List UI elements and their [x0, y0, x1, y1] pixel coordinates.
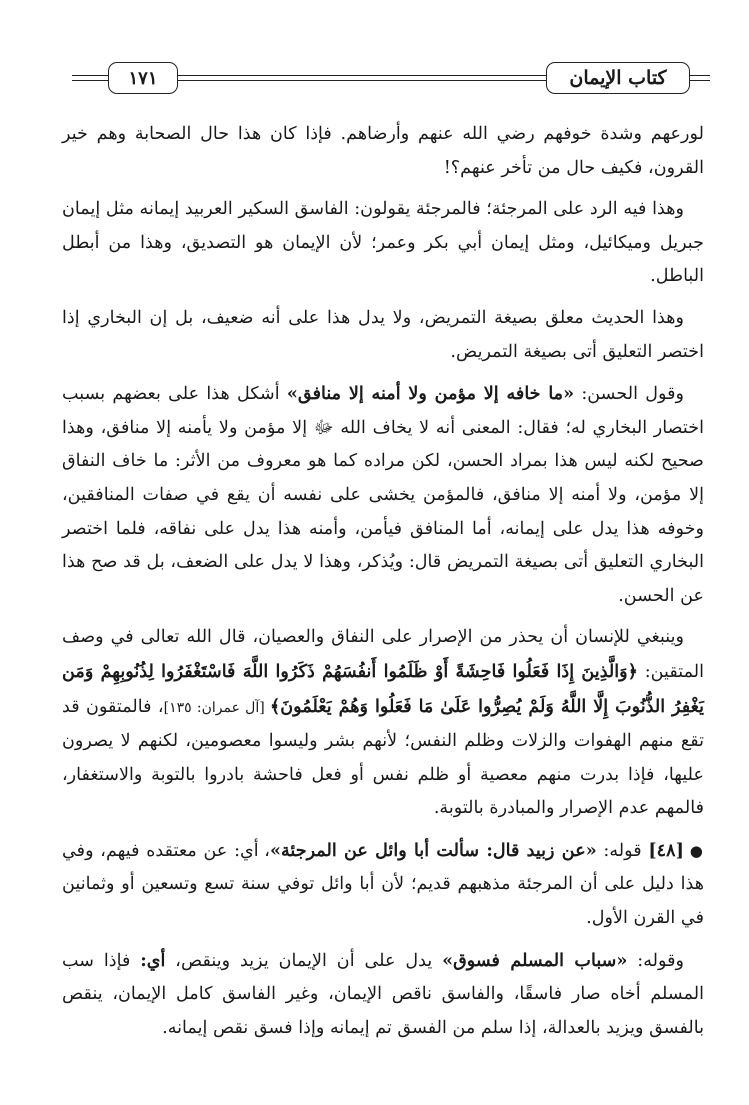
- paragraph-5: [62, 621, 704, 826]
- paragraph-3-text: وهذا الحديث معلق بصيغة التمريض، ولا يدل هذا على أنه ضعيف، بل إن البخاري إذا اختصر التعليق أتى بصيغة التمريض.: [62, 307, 704, 362]
- verse-reference: [آل عمران: ١٣٥]: [163, 699, 270, 716]
- paragraph-7-text: يدل على أن الإيمان يزيد وينقص،: [165, 950, 443, 971]
- paragraph-1: [62, 118, 704, 185]
- paragraph-6: [62, 834, 704, 936]
- hadith-number: [٤٨]: [648, 839, 684, 861]
- paragraph-1-text: لورعهم وشدة خوفهم رضي الله عنهم وأرضاهم. فإذا كان هذا حال الصحابة وهم خير القرون، فكيف حال من تأخر عنهم؟!: [62, 124, 704, 178]
- paragraph-4: [62, 377, 704, 613]
- paragraph-7-lead: وقوله:: [627, 950, 684, 971]
- page-body: [62, 118, 704, 1053]
- sibab-quote: «سباب المسلم فسوق»: [442, 949, 628, 971]
- paragraph-7: [62, 944, 704, 1046]
- zubaid-quote: «عن زبيد قال: سألت أبا وائل عن المرجئة»: [269, 839, 597, 861]
- paragraph-2-text: وهذا فيه الرد على المرجئة؛ فالمرجئة يقولون: الفاسق السكير العربيد إيمانه مثل إيمان جبريل وميكائيل، ومثل إيمان أبي بكر وعمر؛ لأن الإيمان هو التصديق، وهذا من أبطل الباطل.: [62, 199, 704, 287]
- page-number: ١٧١: [108, 62, 178, 94]
- paragraph-3: [62, 302, 704, 369]
- hasan-quote: «ما خافه إلا مؤمن ولا أمنه إلا منافق»: [286, 383, 575, 405]
- paragraph-5-text: ، فالمتقون قد تقع منهم الهفوات والزلات وظلم النفس؛ لأنهم بشر وليسوا معصومين، لكنهم لا يصرون عليها، فإذا بدرت منهم معصية أو ظلم نفس أو فعل فاحشة بادروا بالتوبة والاستغفار، فالمهم عدم الإصرار والمبادرة بالتوبة.: [62, 696, 704, 819]
- paragraph-2: [62, 193, 704, 294]
- ay-word: أي:: [140, 949, 166, 971]
- paragraph-6-text: ، أي: عن معتقده فيهم، وفي هذا دليل على أن المرجئة مذهبهم قديم؛ لأن أبا وائل توفي سنة تسع وتسعين أو وثمانين في القرن الأول.: [62, 840, 704, 929]
- paragraph-5-lead: وينبغي للإنسان أن يحذر من الإصرار على النفاق والعصيان، قال الله تعالى في وصف المتقين:: [62, 627, 704, 682]
- chapter-title: كتاب الإيمان: [546, 62, 690, 94]
- paragraph-4-lead: وقول الحسن:: [574, 384, 684, 405]
- quran-verse: ﴿وَالَّذِينَ إِذَا فَعَلُوا فَاحِشَةً أَوْ ظَلَمُوا أَنفُسَهُمْ ذَكَرُوا اللَّهَ فَاسْتَغْفَرُوا لِذُنُوبِهِمْ وَمَن يَغْفِرُ الذُّنُوبَ إِلَّا اللَّهُ وَلَمْ يُصِرُّوا عَلَىٰ مَا فَعَلُوا وَهُمْ يَعْلَمُونَ﴾: [62, 660, 705, 717]
- paragraph-6-lead: قوله:: [596, 840, 649, 861]
- paragraph-7-text-2: فإذا سب المسلم أخاه صار فاسقًا، والفاسق ناقص الإيمان، وغير الفاسق كامل الإيمان، ينقص بالفسق ويزيد بالعدالة، إذا سلم من الفسق تم إيمانه وإذا فسق نقص إيمانه.: [62, 950, 704, 1038]
- paragraph-4-text: أشكل هذا على بعضهم بسبب اختصار البخاري له؛ فقال: المعنى أنه لا يخاف الله ﷻ إلا مؤمن ولا يأمنه إلا منافق، وهذا صحيح لكنه ليس هذا بمراد الحسن، لكن مراده كما هو معروف من الأثر: ما خاف النفاق إلا مؤمن، ولا أمنه إلا منافق، فالمؤمن يخشى على نفسه أن يقع في صفات المنافقين، وخوفه هذا يدل على إيمانه، أما المنافق فيأمن، وأمنه هذا يدل على نفاقه، فلما اختصر البخاري التعليق أتى بصيغة التمريض قال: ويُذكر، وهذا لا يدل على الضعف، بل قد صح هذا عن الحسن.: [62, 384, 704, 606]
- bullet-icon: ●: [683, 841, 705, 860]
- page-header: [72, 58, 710, 98]
